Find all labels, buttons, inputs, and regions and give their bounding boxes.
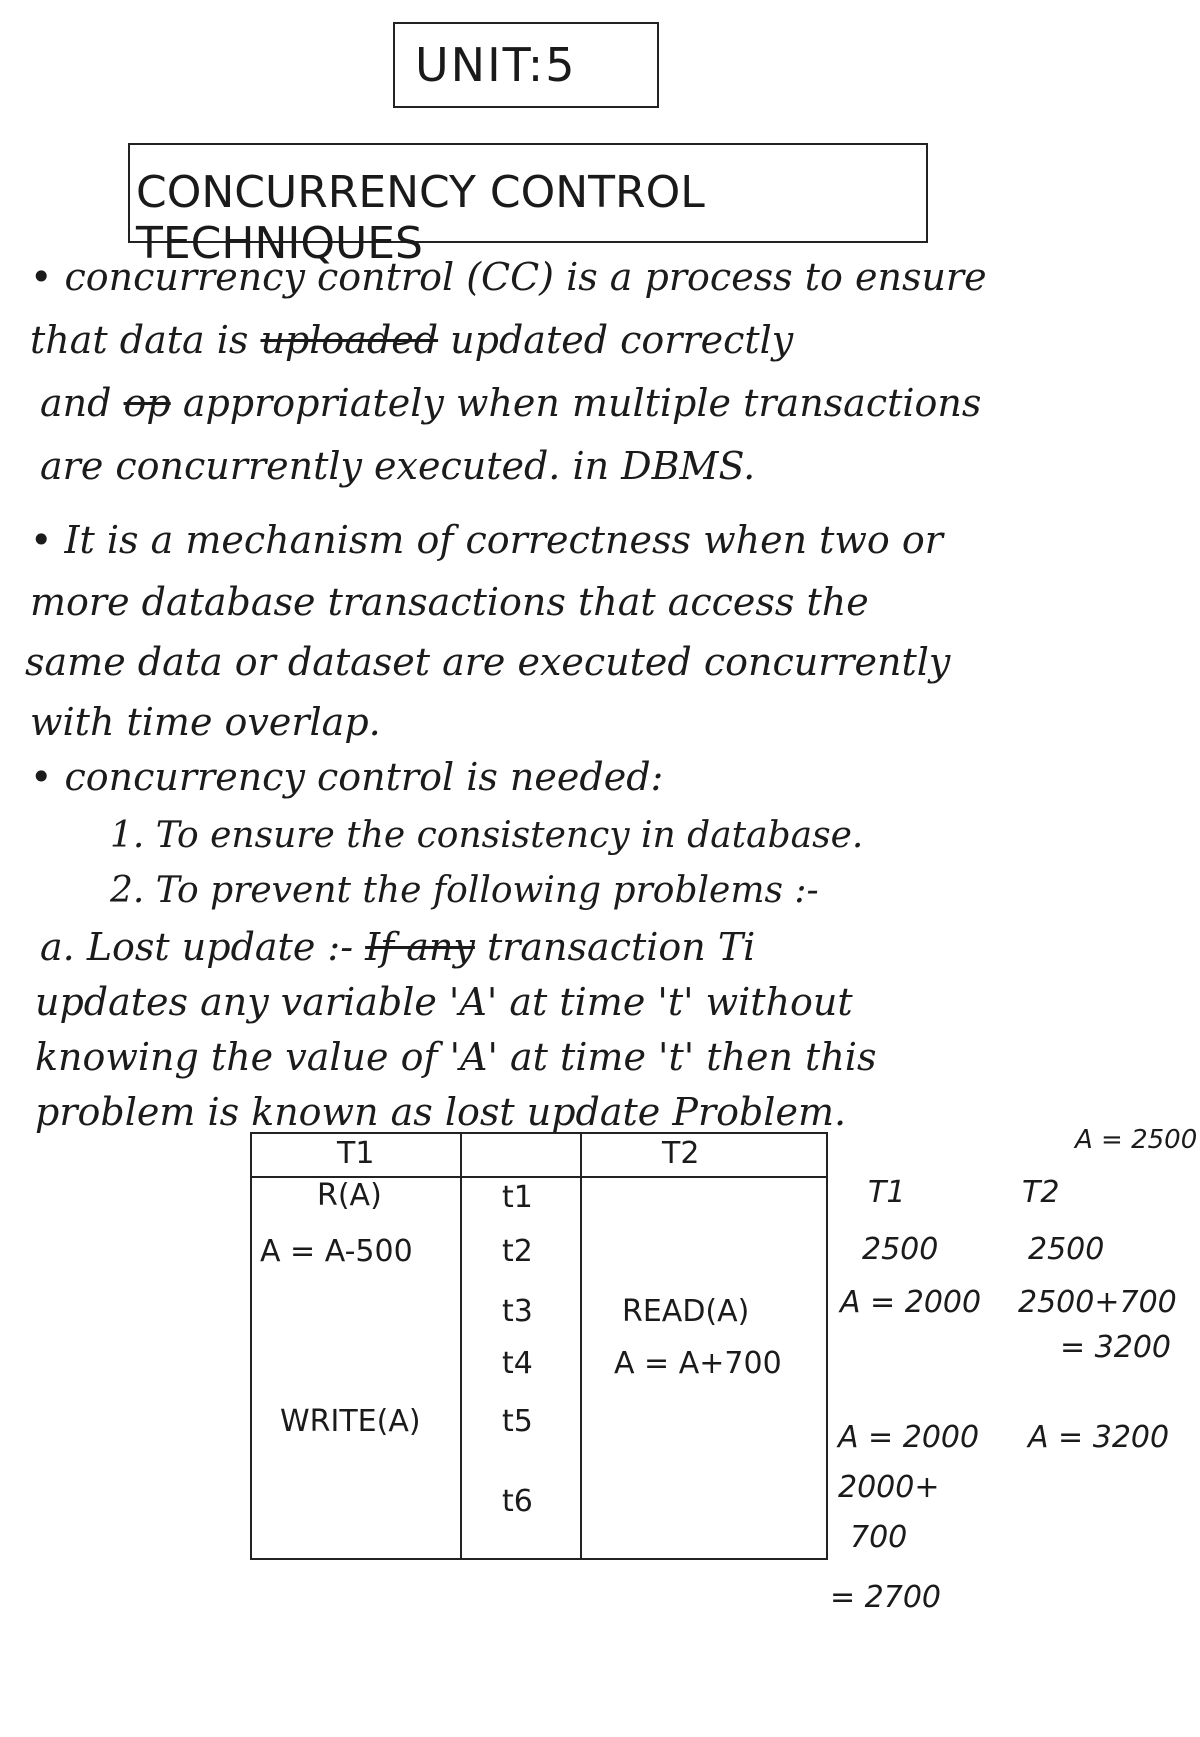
page-title: CONCURRENCY CONTROL TECHNIQUES bbox=[136, 167, 705, 269]
bullet-1-text-2a: that data is bbox=[30, 318, 261, 362]
side-r1-t1: 2500 bbox=[862, 1232, 939, 1267]
need-item-2: 2. To prevent the following problems :- bbox=[110, 870, 819, 911]
bullet-2-text-1: It is a mechanism of correctness when two or bbox=[64, 518, 943, 562]
table-row-4-time: t4 bbox=[502, 1346, 533, 1381]
bullet-1-line-4 bbox=[40, 444, 755, 488]
side-header-t1: T1 bbox=[868, 1175, 906, 1210]
table-row-5-time: t5 bbox=[502, 1404, 533, 1439]
side-initial-value: A = 2500 bbox=[1075, 1125, 1198, 1155]
table-divider-2 bbox=[580, 1134, 582, 1558]
bullet-1-line-2 bbox=[30, 318, 793, 362]
bullet-1-text-4: are concurrently executed. in DBMS. bbox=[40, 444, 756, 488]
side-r5-t1: 2000+ bbox=[838, 1470, 940, 1505]
side-r6-t1: 700 bbox=[850, 1520, 908, 1555]
lost-update-line-4: problem is known as lost update Problem. bbox=[35, 1090, 847, 1134]
side-r3-t2: = 3200 bbox=[1060, 1330, 1172, 1365]
bullet-2-line-2 bbox=[30, 580, 869, 624]
lost-update-line-3: knowing the value of 'A' at time 't' then this bbox=[35, 1035, 877, 1079]
bullet-2-line-3 bbox=[25, 640, 950, 684]
bullet-1-strike-3: op bbox=[123, 381, 171, 425]
side-r7-t1: = 2700 bbox=[830, 1580, 942, 1615]
table-row-3-t2: READ(A) bbox=[622, 1294, 750, 1329]
table-row-2-time: t2 bbox=[502, 1234, 533, 1269]
bullet-2-text-4: with time overlap. bbox=[30, 700, 381, 744]
bullet-2-text-2: more database transactions that access the bbox=[30, 580, 869, 624]
table-row-1-t1: R(A) bbox=[317, 1178, 382, 1213]
table-divider-1 bbox=[460, 1134, 462, 1558]
lost-update-line-1 bbox=[40, 925, 755, 969]
table-row-2-t1: A = A-500 bbox=[260, 1234, 413, 1269]
bullet-1-line-3 bbox=[40, 381, 981, 425]
table-row-4-t2: A = A+700 bbox=[614, 1346, 782, 1381]
side-r4-t1: A = 2000 bbox=[838, 1420, 980, 1455]
bullet-1-strike-2: uploaded bbox=[260, 318, 439, 362]
bullet-3-line-1: • concurrency control is needed: bbox=[30, 755, 664, 799]
unit-heading: UNIT:5 bbox=[415, 38, 577, 92]
table-row-5-t1: WRITE(A) bbox=[280, 1404, 421, 1439]
need-item-1: 1. To ensure the consistency in database. bbox=[110, 815, 864, 856]
side-r1-t2: 2500 bbox=[1028, 1232, 1105, 1267]
bullet-2-line-1: • It is a mechanism of correctness when two or bbox=[30, 518, 943, 562]
bullet-2-line-4 bbox=[30, 700, 381, 744]
side-r2-t2: 2500+700 bbox=[1018, 1285, 1177, 1320]
lost-update-text-1a: a. Lost update :- bbox=[40, 925, 366, 969]
side-header-t2: T2 bbox=[1022, 1175, 1060, 1210]
bullet-1-text-3b: appropriately when multiple transactions bbox=[170, 381, 982, 425]
unit-heading-box bbox=[393, 22, 659, 108]
table-row-1-time: t1 bbox=[502, 1180, 533, 1215]
side-r2-t1: A = 2000 bbox=[840, 1285, 982, 1320]
title-box bbox=[128, 143, 928, 269]
table-row-6-time: t6 bbox=[502, 1484, 533, 1519]
bullet-2-text-3: same data or dataset are executed concurrently bbox=[25, 640, 951, 684]
bullet-1-line-1: • concurrency control (CC) is a process to ensure bbox=[30, 255, 987, 299]
schedule-table bbox=[250, 1132, 828, 1560]
lost-update-line-2: updates any variable 'A' at time 't' without bbox=[35, 980, 853, 1024]
table-row-3-time: t3 bbox=[502, 1294, 533, 1329]
table-header-t1: T1 bbox=[337, 1136, 375, 1171]
table-header-t2: T2 bbox=[662, 1136, 700, 1171]
bullet-3-text-1: concurrency control is needed: bbox=[64, 755, 664, 799]
side-r4-t2: A = 3200 bbox=[1028, 1420, 1170, 1455]
bullet-1-text-3a: and bbox=[40, 381, 124, 425]
bullet-1-text-2b: updated correctly bbox=[438, 318, 794, 362]
bullet-1-text-1: concurrency control (CC) is a process to ensure bbox=[64, 255, 987, 299]
lost-update-strike: If any bbox=[365, 925, 475, 969]
lost-update-text-1b: transaction Ti bbox=[474, 925, 756, 969]
